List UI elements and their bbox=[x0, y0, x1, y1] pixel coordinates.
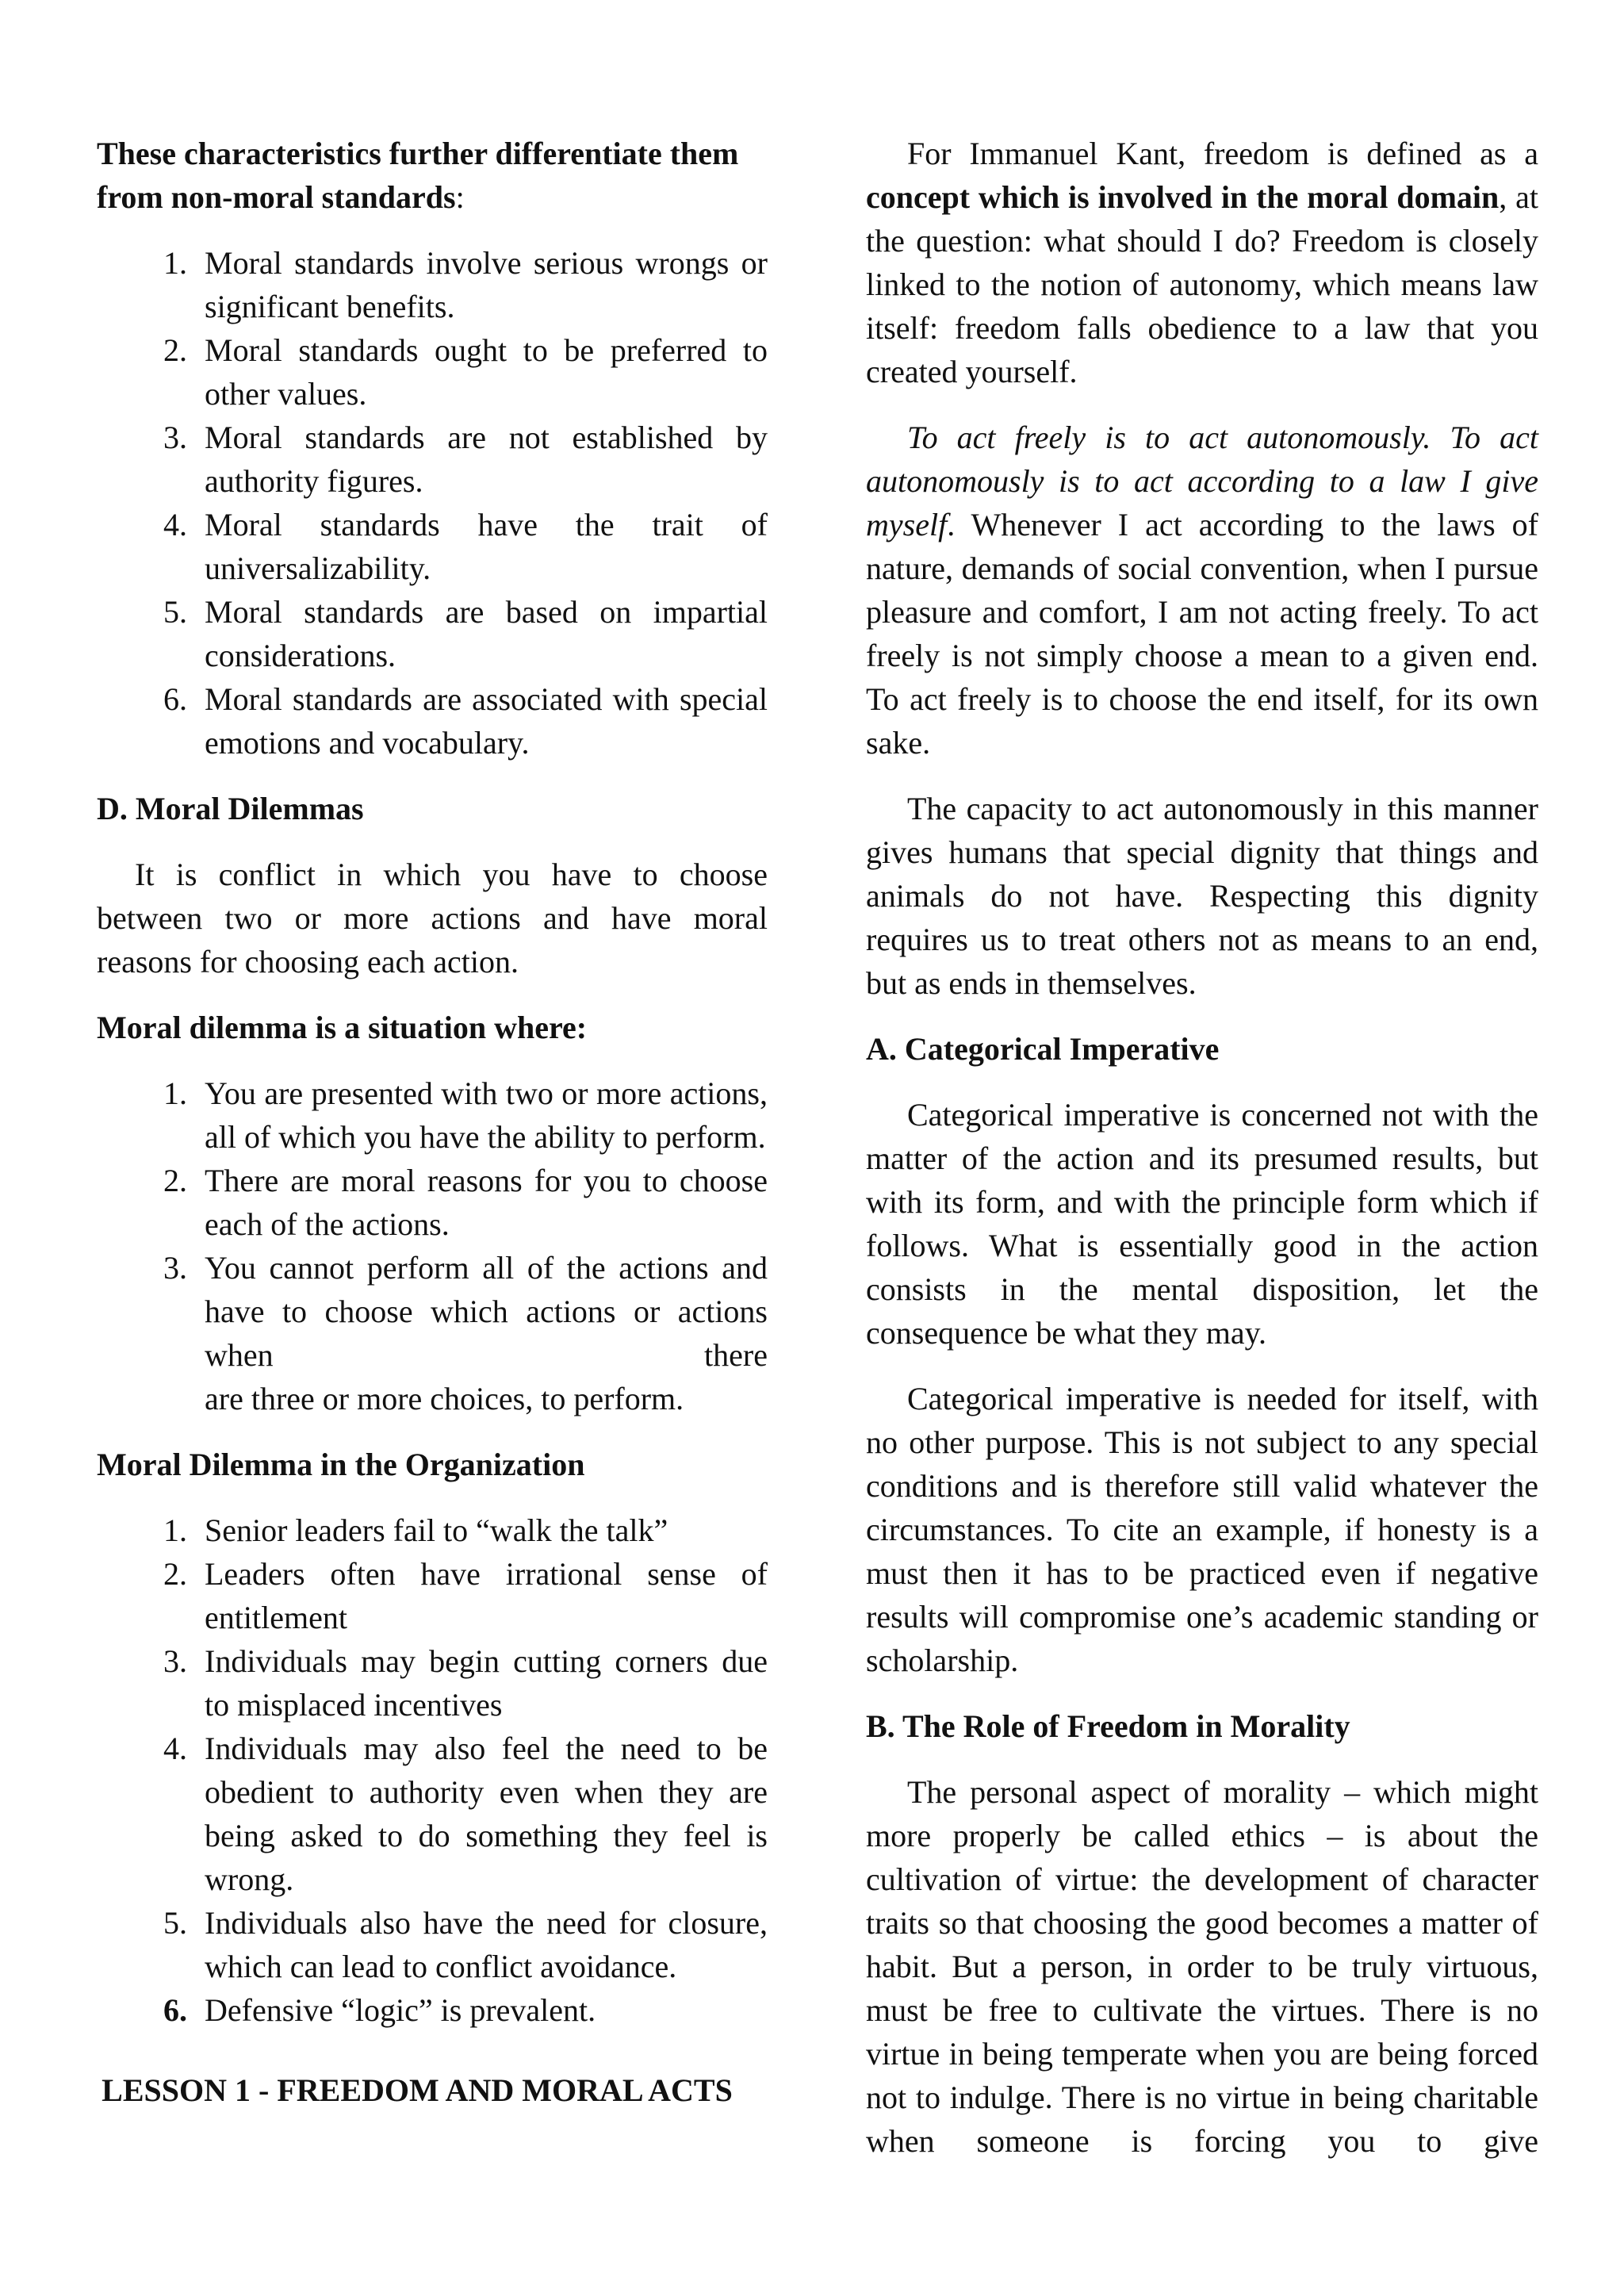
characteristics-heading-text: These characteristics further differentiate them from non-moral standards bbox=[97, 136, 739, 215]
characteristics-heading bbox=[97, 132, 768, 219]
kant-p1-text-a: For Immanuel Kant, freedom is defined as a bbox=[907, 136, 1538, 171]
situation-item-3-line-1: 3. You cannot perform all of the actions and have to choose which actions or actions when there bbox=[205, 1250, 768, 1373]
situation-item-3-line-2: are three or more choices, to perform. bbox=[205, 1381, 684, 1416]
list-item: 4. Individuals may also feel the need to be obedient to authority even when they are being asked to do something they feel is wrong. bbox=[195, 1727, 768, 1901]
list-item: 5. Moral standards are based on impartial considerations. bbox=[195, 590, 768, 677]
list-item: 2. There are moral reasons for you to choose each of the actions. bbox=[195, 1159, 768, 1246]
list-item: 1. Senior leaders fail to “walk the talk” bbox=[195, 1508, 768, 1552]
list-item: 3. Individuals may begin cutting corners due to misplaced incentives bbox=[195, 1639, 768, 1727]
situation-heading: Moral dilemma is a situation where: bbox=[97, 1010, 588, 1045]
section-heading-moral-dilemmas: D. Moral Dilemmas bbox=[97, 791, 364, 826]
categorical-paragraph-1: Categorical imperative is concerned not with the matter of the action and its presumed results, but with its form, and with the principle form which if follows. What is essentially good in the action consists in the mental disposition, let the consequence be what they may. bbox=[866, 1097, 1538, 1351]
list-item: 2. Leaders often have irrational sense of entitlement bbox=[195, 1552, 768, 1639]
kant-p1-bold: concept which is involved in the moral domain bbox=[866, 179, 1500, 215]
section-heading-categorical-imperative: A. Categorical Imperative bbox=[866, 1031, 1220, 1067]
characteristics-list bbox=[97, 241, 768, 765]
right-column bbox=[866, 132, 1538, 2163]
characteristics-heading-colon: : bbox=[455, 179, 465, 215]
organization-list bbox=[97, 1508, 768, 2032]
section-heading-role-of-freedom: B. The Role of Freedom in Morality bbox=[866, 1708, 1350, 1744]
list-item: 6. Defensive “logic” is prevalent. bbox=[195, 1988, 768, 2032]
list-item: 6. Moral standards are associated with special emotions and vocabulary. bbox=[195, 677, 768, 765]
lesson-title: LESSON 1 - FREEDOM AND MORAL ACTS bbox=[102, 2072, 733, 2108]
kant-p2-italic: To act freely is to act autonomously. To act autonomously is to act according to a law I give myself bbox=[866, 420, 1538, 542]
situation-list bbox=[97, 1071, 768, 1420]
list-item: 3. Moral standards are not established by authority figures. bbox=[195, 416, 768, 503]
kant-paragraph-2 bbox=[866, 416, 1538, 765]
kant-paragraph-3: The capacity to act autonomously in this manner gives humans that special dignity that things and animals do not have. Respecting this dignity requires us to treat others not as means to an end, but as ends in themselves. bbox=[866, 791, 1538, 1001]
list-item: 1. You are presented with two or more actions, all of which you have the ability to perform. bbox=[195, 1071, 768, 1159]
list-item: 4. Moral standards have the trait of universalizability. bbox=[195, 503, 768, 590]
kant-p2-rest: . Whenever I act according to the laws of nature, demands of social convention, when I pursue pleasure and comfort, I am not acting freely. To act freely is not simply choose a mean to a given end. To act freely is to choose the end itself, for its own sake. bbox=[866, 507, 1538, 761]
categorical-paragraph-2: Categorical imperative is needed for itself, with no other purpose. This is not subject to any special conditions and is therefore still valid whatever the circumstances. To cite an example, if honesty is a must then it has to be practiced even if negative results will compromise one’s academic standing or scholarship. bbox=[866, 1381, 1538, 1678]
list-item bbox=[195, 1246, 768, 1420]
list-item: 5. Individuals also have the need for closure, which can lead to conflict avoidance. bbox=[195, 1901, 768, 1988]
organization-heading: Moral Dilemma in the Organization bbox=[97, 1447, 585, 1482]
moral-dilemmas-paragraph: It is conflict in which you have to choose between two or more actions and have moral reasons for choosing each action. bbox=[97, 857, 768, 979]
kant-paragraph-1 bbox=[866, 132, 1538, 393]
list-item: 1. Moral standards involve serious wrongs or significant benefits. bbox=[195, 241, 768, 328]
kant-p1-text-b: , at the question: what should I do? Freedom is closely linked to the notion of autonomy, which means law itself: freedom falls obedience to a law that you created yourself. bbox=[866, 179, 1539, 389]
freedom-paragraph-1: The personal aspect of morality – which might more properly be called ethics – is about the cultivation of virtue: the development of character traits so that choosing the good becomes a matter of habit. But a person, in order to be truly virtuous, must be free to cultivate the virtues. There is no virtue in being temperate when you are being forced not to indulge. There is no virtue in being charitable when someone is forcing you to give bbox=[866, 1774, 1538, 2159]
left-column bbox=[97, 132, 768, 2112]
list-item: 2. Moral standards ought to be preferred to other values. bbox=[195, 328, 768, 416]
